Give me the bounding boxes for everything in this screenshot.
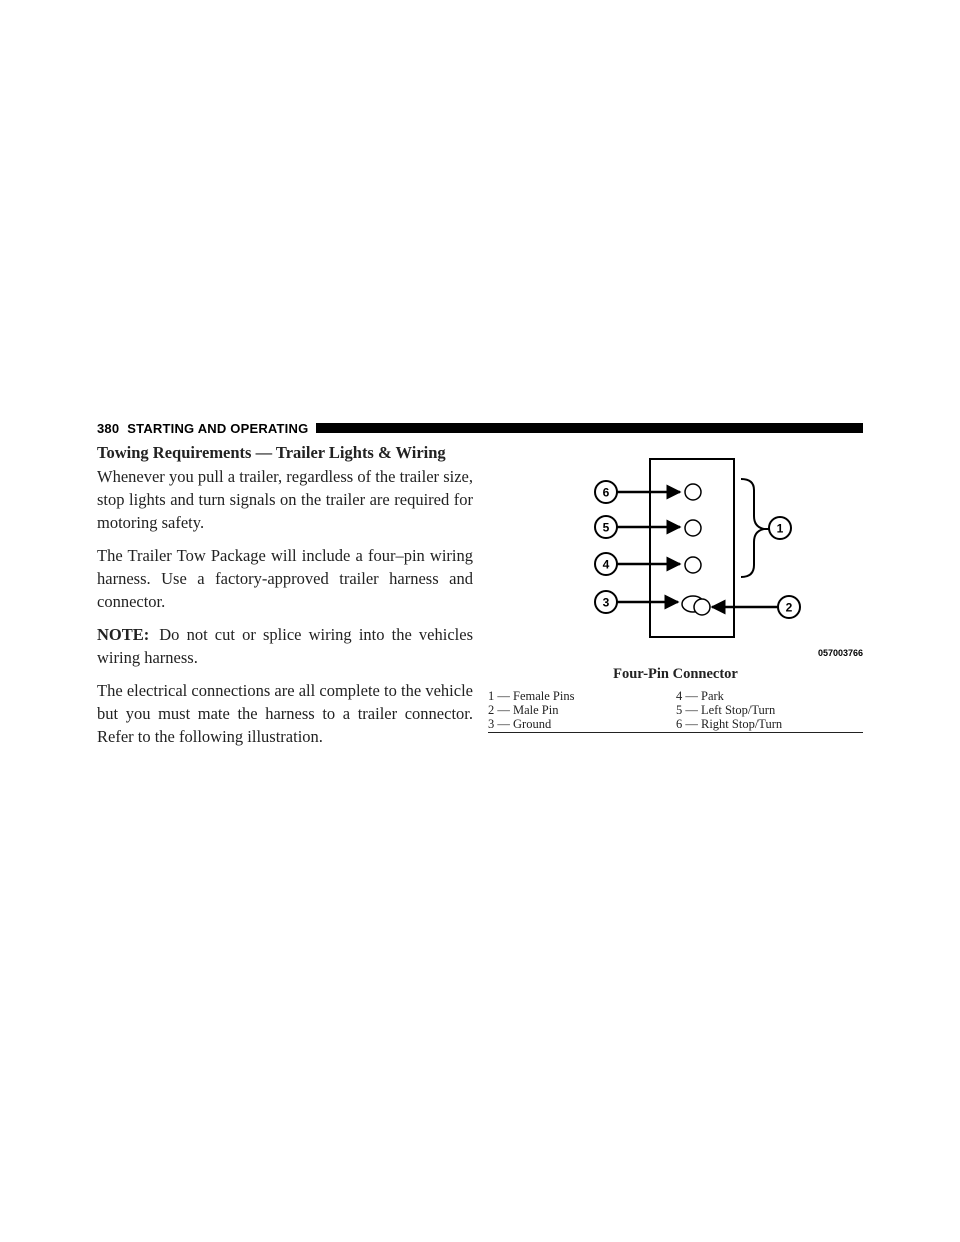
four-pin-connector-diagram [488, 450, 863, 660]
article-column [97, 442, 473, 758]
figure-legend [488, 689, 863, 733]
callout-3-label: 3 [602, 595, 610, 610]
paragraph-requirements: Whenever you pull a trailer, regardless of the trailer size, stop lights and turn signals on the trailer are required for motoring safety. [97, 467, 473, 532]
pin-5-female [685, 520, 701, 536]
note-text: Do not cut or splice wiring into the vehicles wiring harness. [97, 625, 473, 667]
page-header [97, 418, 863, 438]
callout-1 [769, 517, 791, 539]
legend-item: 6 — Right Stop/Turn [676, 717, 783, 731]
legend-row [488, 689, 863, 703]
figure-code: 057003766 [817, 648, 863, 658]
legend-item: 2 — Male Pin [488, 703, 559, 717]
header-rule [316, 423, 863, 433]
note-paragraph [97, 623, 473, 669]
paragraph-connections: The electrical connections are all complete to the vehicle but you must mate the harness to a trailer connector. Refer to the following illustration. [97, 681, 473, 746]
callout-5-label: 5 [602, 520, 610, 535]
section-heading: Towing Requirements — Trailer Lights & Wiring [97, 443, 446, 462]
page-number: 380 [97, 420, 120, 436]
pin-2-male [694, 599, 710, 615]
female-pins-bracket [741, 479, 764, 577]
note-label: NOTE: [97, 625, 150, 644]
legend-row [488, 717, 863, 731]
callout-2-label: 2 [785, 600, 793, 615]
pin-4-female [685, 557, 701, 573]
legend-item: 4 — Park [676, 689, 724, 703]
callout-3 [595, 591, 617, 613]
callout-6-label: 6 [602, 485, 610, 500]
callout-4 [595, 553, 617, 575]
callout-6 [595, 481, 617, 503]
legend-item: 5 — Left Stop/Turn [676, 703, 776, 717]
paragraph-tow-package: The Trailer Tow Package will include a four–pin wiring harness. Use a factory-approved trailer harness and connector. [97, 546, 473, 611]
figure-caption: Four-Pin Connector [613, 666, 738, 682]
legend-item: 1 — Female Pins [488, 689, 575, 703]
callout-4-label: 4 [602, 557, 610, 572]
pin-6-female [685, 484, 701, 500]
section-title: STARTING AND OPERATING [127, 420, 309, 436]
callout-1-label: 1 [776, 521, 784, 536]
callout-2 [778, 596, 800, 618]
callout-5 [595, 516, 617, 538]
legend-item: 3 — Ground [488, 717, 552, 731]
legend-row [488, 703, 863, 717]
